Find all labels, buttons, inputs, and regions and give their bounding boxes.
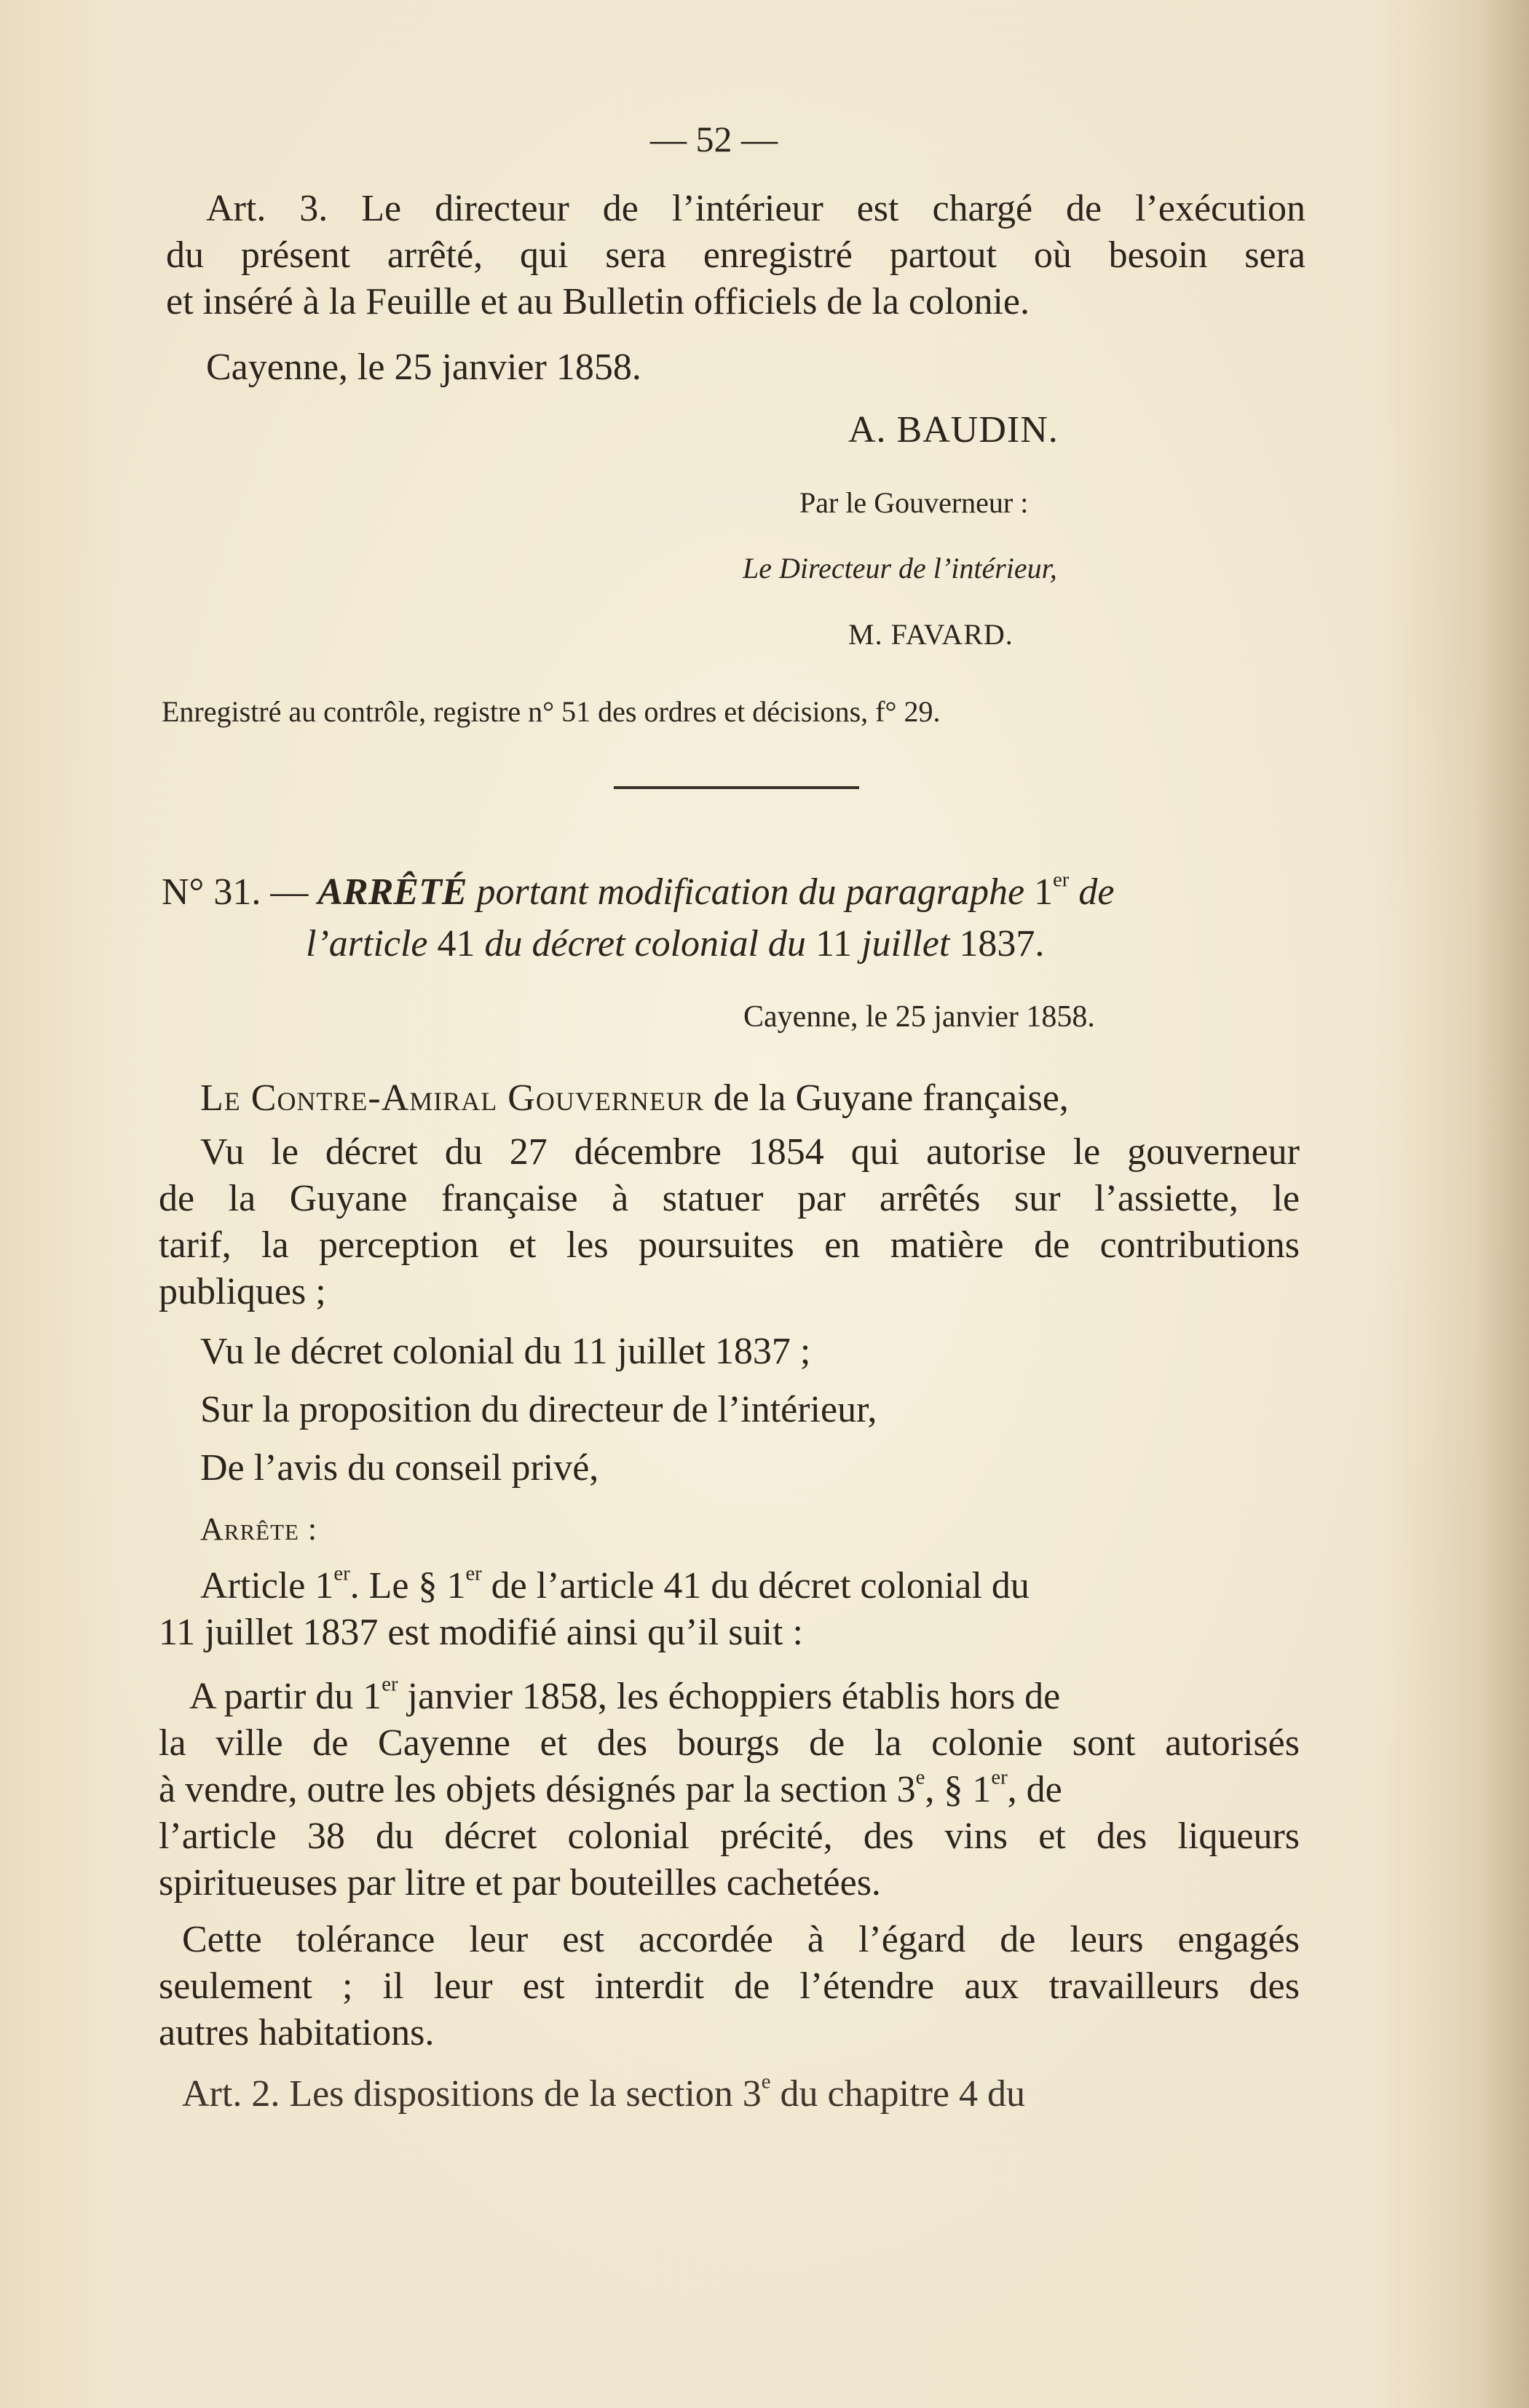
tolerance-line2: seulement ; il leur est interdit de l’étendre aux travailleurs des (159, 1965, 1300, 2007)
art3-line3: et inséré à la Feuille et au Bulletin officiels de la colonie. (166, 281, 1030, 322)
apartir-line3 (159, 1767, 1062, 1813)
vu1-line4: publiques ; (159, 1271, 326, 1312)
heading-num1837: 1837. (959, 923, 1045, 965)
apartir-sup: er (382, 1673, 398, 1696)
page-edge-shadow (1478, 0, 1529, 2408)
art1-b: . Le § 1 (349, 1565, 466, 1607)
art2-a: Art. 2. Les dispositions de la section 3 (182, 2073, 762, 2115)
arrete-word: ARRÊTÉ (317, 871, 467, 913)
apartir-line2: la ville de Cayenne et des bourgs de la colonie sont autorisés (159, 1722, 1300, 1764)
apartir-line5: spiritueuses par litre et par bouteilles cachetées. (159, 1862, 881, 1904)
vu1-line1: Vu le décret du 27 décembre 1854 qui autorise le gouverneur (200, 1131, 1300, 1173)
decree-heading-line2 (306, 922, 1044, 967)
heading-title-a: portant modification du paragraphe (476, 871, 1025, 913)
vu1-line2: de la Guyane française à statuer par arrêtés sur l’assiette, le (159, 1178, 1300, 1219)
registration-note: Enregistré au contrôle, registre n° 51 des ordres et décisions, f° 29. (162, 695, 941, 728)
heading-line2-a: l’article (306, 923, 428, 965)
heading-line2-c: juillet (861, 923, 950, 965)
art1-a: Article 1 (200, 1565, 334, 1607)
art1-c: de l’article 41 du décret colonial du (481, 1565, 1030, 1607)
heading-sup-er: er (1053, 868, 1070, 892)
tolerance-line1: Cette tolérance leur est accordée à l’égard de leurs engagés (182, 1919, 1300, 1960)
vu2: Vu le décret colonial du 11 juillet 1837 ; (200, 1331, 811, 1372)
apartir-sup-er2: er (991, 1766, 1008, 1789)
preamble (200, 1076, 1069, 1121)
art1-line2: 11 juillet 1837 est modifié ainsi qu’il suit : (159, 1612, 803, 1653)
place-date-2: Cayenne, le 25 janvier 1858. (743, 1000, 1095, 1034)
art2-line1 (182, 2072, 1025, 2117)
art1-sup2: er (465, 1562, 482, 1585)
apartir-3b: , § 1 (925, 1769, 992, 1810)
apartir-b: janvier 1858, les échoppiers établis hors de (398, 1676, 1061, 1717)
vu1-line3: tarif, la perception et les poursuites en matière de contributions (159, 1224, 1300, 1266)
apartir-sup-e: e (915, 1766, 925, 1789)
directeur-name: M. FAVARD. (848, 618, 1014, 651)
art2-sup: e (761, 2070, 771, 2094)
apartir-a: A partir du 1 (189, 1676, 382, 1717)
sur-proposition: Sur la proposition du directeur de l’intérieur, (200, 1389, 877, 1430)
signatory: A. BAUDIN. (848, 409, 1059, 451)
art2-b: du chapitre 4 du (770, 2073, 1025, 2115)
tolerance-line3: autres habitations. (159, 2012, 435, 2053)
preamble-title: Le Contre-Amiral Gouverneur (200, 1077, 704, 1119)
heading-dash: — (270, 871, 309, 913)
apartir-line4: l’article 38 du décret colonial précité, des vins et des liqueurs (159, 1815, 1300, 1857)
decree-heading-line1 (162, 870, 1114, 915)
apartir-line1 (189, 1674, 1060, 1719)
page-number: — 52 — (650, 119, 778, 159)
heading-line2-b: du décret colonial du (484, 923, 806, 965)
arrete-label: Arrête : (200, 1511, 318, 1547)
preamble-rest: de la Guyane française, (713, 1077, 1069, 1119)
heading-num11: 11 (815, 923, 853, 965)
art1-line1 (200, 1564, 1030, 1609)
heading-num1: 1 (1034, 871, 1054, 913)
heading-num41: 41 (437, 923, 475, 965)
directeur-title: Le Directeur de l’intérieur, (743, 552, 1057, 585)
section-divider (614, 786, 859, 789)
heading-title-b: de (1078, 871, 1115, 913)
apartir-3c: , de (1007, 1769, 1062, 1810)
decree-number: N° 31. (162, 871, 261, 913)
art3-line1: Art. 3. Le directeur de l’intérieur est chargé de l’exécution (206, 188, 1305, 229)
art1-sup1: er (333, 1562, 350, 1585)
avis: De l’avis du conseil privé, (200, 1447, 599, 1489)
art3-line2: du présent arrêté, qui sera enregistré partout où besoin sera (166, 234, 1305, 276)
par-le-gouverneur: Par le Gouverneur : (799, 486, 1029, 519)
apartir-3a: à vendre, outre les objets désignés par la section 3 (159, 1769, 916, 1810)
place-date-1: Cayenne, le 25 janvier 1858. (206, 346, 641, 388)
